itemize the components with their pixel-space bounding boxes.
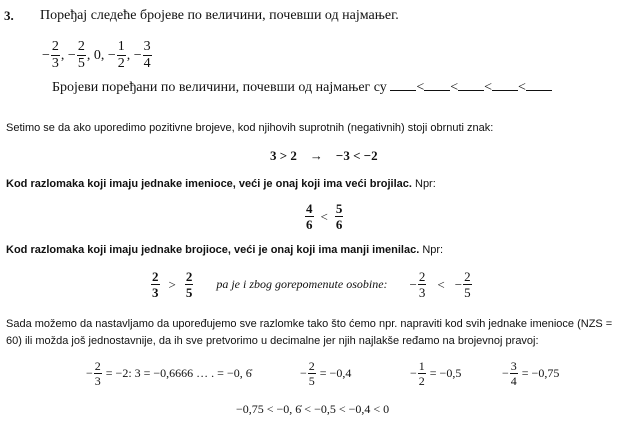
fraction: $\frac{1}{2}$	[117, 39, 125, 71]
number-sign: −	[133, 47, 142, 63]
intro-text: Setimo se da ako uporedimo pozitivne brojeve, kod njihovih suprotnih (negativnih) stoji obrnuti znak:	[6, 122, 494, 134]
rule-equal-numerators: Kod razlomaka koji imaju jednake brojioce, veći je onaj koji ima manji imenilac. Npr:	[6, 244, 444, 256]
conversion-4: − $\frac{3}{4}$ = −0,75	[502, 359, 560, 388]
answer-blank[interactable]	[526, 80, 552, 91]
final-order: −0,75 < −0, 6̇ < −0,5 < −0,4 < 0	[236, 402, 390, 416]
answer-blank[interactable]	[458, 80, 484, 91]
rule-equal-denominators: Kod razlomaka koji imaju jednake imenioce, veći je onaj koji ima veći brojilac. Npr:	[6, 178, 436, 190]
paragraph-line-2: 60) ili možda još jednostavnije, da ih sve pretvorimo u decimalne jer njih najlakše ređamo na brojevnoj pravoj:	[6, 335, 539, 347]
answer-blank[interactable]	[492, 80, 518, 91]
number-sign: −	[42, 47, 50, 63]
example-equal-denominators: $\frac{4}{6}$ < $\frac{5}{6}$	[306, 201, 343, 232]
fraction: $\frac{2}{3}$	[51, 39, 59, 71]
task-number: 3.	[4, 8, 14, 23]
number-sign: −	[67, 47, 76, 63]
answer-line: Бројеви поређани по величини, почевши од најмањег су < < < <	[52, 80, 552, 96]
answer-blank[interactable]	[390, 80, 416, 91]
example-negation: 3 > 2 → −3 < −2	[270, 148, 378, 163]
answer-prompt: Бројеви поређани по величини, почевши од најмањег су	[52, 80, 387, 95]
number-sign: −	[107, 47, 116, 63]
example-equal-numerators: $\frac{2}{3}$ > $\frac{2}{5}$ pa je i zbog gorepomenute osobine: − $\frac{2}{3}$ < − $\frac{2}{5}$	[152, 269, 471, 300]
answer-blank[interactable]	[424, 80, 450, 91]
note-text: pa je i zbog gorepomenute osobine:	[216, 277, 388, 291]
conversion-2: − $\frac{2}{5}$ = −0,4	[300, 359, 352, 388]
conversion-1: − $\frac{2}{3}$ = −2: 3 = −0,6666 … . = −0, 6̇	[86, 359, 252, 388]
fraction: $\frac{2}{5}$	[77, 39, 85, 71]
task-numbers: − $\frac{2}{3}$ , − $\frac{2}{5}$ , 0 , − $\frac{1}{2}$ , − $\frac{3}{4}$	[42, 39, 151, 71]
number-zero: 0	[93, 47, 101, 63]
paragraph-line-1: Sada možemo da nastavljamo da upoređujemo sve razlomke tako što ćemo npr. napraviti kod svih jednake imenioce (NZS =	[6, 318, 613, 330]
conversion-3: − $\frac{1}{2}$ = −0,5	[410, 359, 462, 388]
fraction: $\frac{3}{4}$	[143, 39, 151, 71]
task-instruction: Поређај следеће бројеве по величини, почевши од најмањег.	[40, 8, 399, 23]
